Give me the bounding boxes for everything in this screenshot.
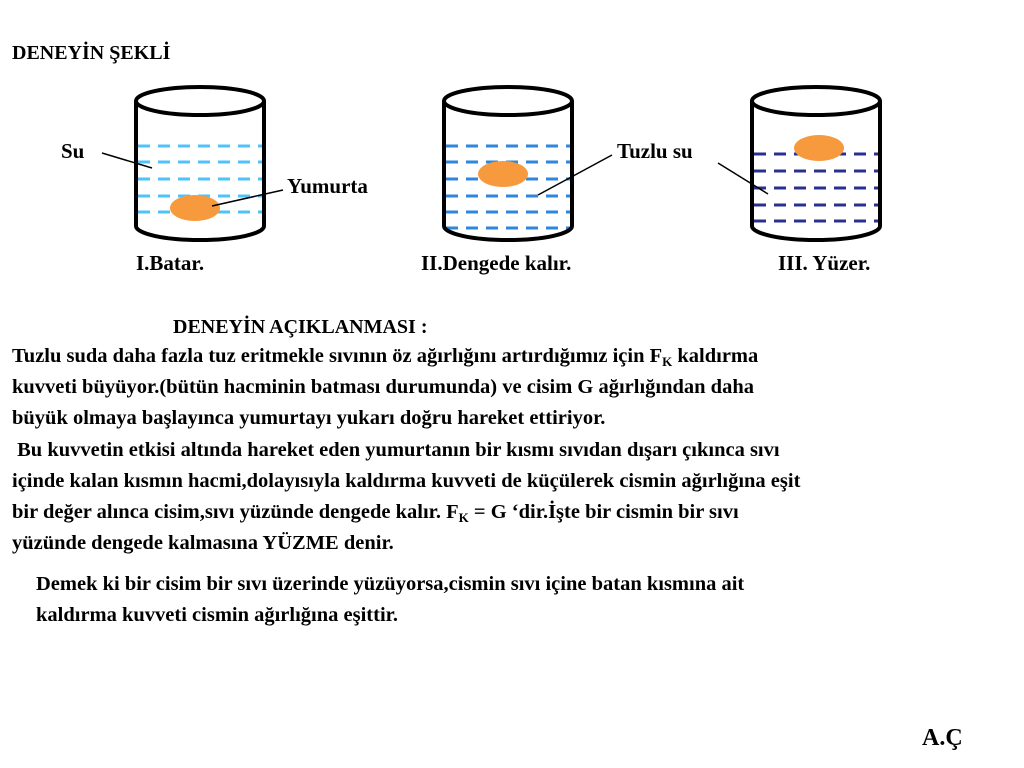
author-signature: A.Ç bbox=[922, 725, 963, 751]
para1-line-1: Tuzlu suda daha fazla tuz eritmekle sıvının öz ağırlığını artırdığımız için $F_K$ kaldırma bbox=[12, 345, 759, 369]
para1-line-3: büyük olmaya başlayınca yumurtayı yukarı doğru hareket ettiriyor. bbox=[12, 407, 606, 429]
subscript-k: K bbox=[662, 354, 673, 369]
explanation-paragraph-3 bbox=[36, 569, 744, 631]
subscript-k: K bbox=[458, 510, 469, 525]
para1-line-2: kuvveti büyüyor.(bütün hacminin batması durumunda) ve cisim G ağırlığından daha bbox=[12, 376, 754, 398]
explanation-heading: DENEYİN AÇIKLANMASI : bbox=[173, 316, 428, 338]
para3-line-1: Demek ki bir cisim bir sıvı üzerinde yüzüyorsa,cismin sıvı içine batan kısmına ait bbox=[36, 573, 745, 595]
experiment-diagram bbox=[0, 0, 1024, 300]
para2-line-3: bir değer alınca cisim,sıvı yüzünde dengede kalır. $F_K = G$ ‘dir.İşte bir cismin bir sıvı bbox=[12, 501, 739, 525]
para3-line-2: kaldırma kuvveti cismin ağırlığına eşittir. bbox=[36, 604, 398, 626]
container-sink bbox=[61, 87, 368, 275]
container-float bbox=[718, 87, 880, 275]
egg-suspend bbox=[478, 161, 528, 187]
para2-line-4: yüzünde dengede kalmasına YÜZME denir. bbox=[12, 532, 394, 554]
container-suspend bbox=[421, 87, 693, 275]
diagram-title: DENEYİN ŞEKLİ bbox=[12, 42, 171, 64]
egg-float bbox=[794, 135, 844, 161]
explanation-paragraph-2 bbox=[12, 435, 800, 559]
water-lines-float bbox=[754, 154, 878, 221]
caption-sink: I.Batar. bbox=[136, 251, 205, 275]
egg-sink bbox=[170, 195, 220, 221]
label-su: Su bbox=[61, 139, 85, 163]
caption-float: III. Yüzer. bbox=[778, 251, 871, 275]
beaker-outline-float bbox=[752, 87, 880, 240]
leader-yumurta bbox=[212, 190, 283, 206]
para2-line-2: içinde kalan kısmın hacmi,dolayısıyla kaldırma kuvveti de küçülerek cismin ağırlığına eşit bbox=[12, 470, 801, 492]
explanation-paragraph-1 bbox=[12, 341, 758, 434]
para2-line-1: Bu kuvvetin etkisi altında hareket eden yumurtanın bir kısmı sıvıdan dışarı çıkınca sıvı bbox=[12, 439, 780, 461]
label-yumurta: Yumurta bbox=[287, 174, 368, 198]
label-tuzlu-su: Tuzlu su bbox=[617, 139, 693, 163]
leader-float-liquid bbox=[718, 163, 768, 194]
caption-suspend: II.Dengede kalır. bbox=[421, 251, 572, 275]
